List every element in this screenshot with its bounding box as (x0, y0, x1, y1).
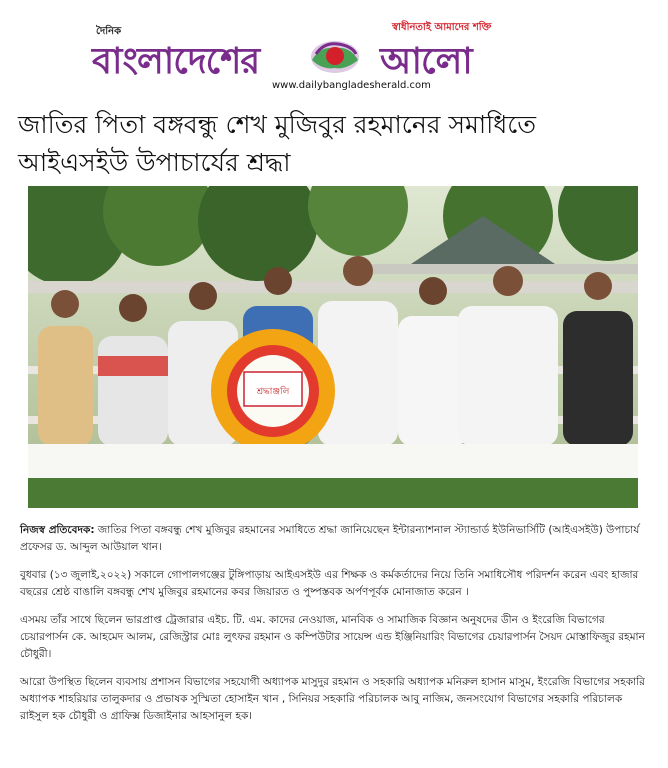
article-paragraph: এসময় তাঁর সাথে ছিলেন ভারপ্রাপ্ত ট্রেজারার এইচ. টি. এম. কাদের নেওয়াজ, মানবিক ও সামাজিক বিজ্ঞান অনুষদের ডীন ও ইংরেজি বিভাগের চেয়ারপার্সন কে. আহমেদ আলম, রেজিস্ট্রার মোঃ লুৎফর রহমান ও কম্পিউটার সায়েন্স এন্ড ইঞ্জিনিয়ারিং বিভাগের চেয়ারপার্সন সৈয়দ মোস্তাফিজুর রহমান চৌধুরী। (20, 614, 645, 660)
masthead (0, 14, 668, 92)
masthead-tagline-left: দৈনিক (96, 26, 122, 37)
site-url[interactable]: www.dailybangladesherald.com (272, 80, 431, 91)
brand-name-part2: আলো (380, 41, 472, 82)
article-lead-paragraph (20, 522, 648, 556)
article-paragraph: আরো উপস্থিত ছিলেন ব্যবসায় প্রশাসন বিভাগের সহযোগী অধ্যাপক মাসুদুর রহমান ও সহকারি অধ্যাপক মনিরুল হাসান মাসুম, ইংরেজি বিভাগের সহকারি অধ্যাপক শাহরিয়ার তালুকদার ও প্রভাষক সুস্মিতা হোসাইন খান , সিনিয়র সহকারি পরিচালক আবু নাজিম, জনসংযোগ বিভাগের সহকারি পরিচালক রাইসুল হক চৌধুরী ও গ্রাফিক্স ডিজাইনার আহসানুল হক। (20, 676, 645, 722)
brand-name-part1: বাংলাদেশের (92, 41, 260, 82)
masthead-tagline-right: স্বাধীনতাই আমাদের শক্তি (392, 22, 492, 33)
news-photo (28, 186, 638, 508)
photo-illustration (28, 186, 638, 508)
grave-platform (28, 444, 638, 478)
byline: নিজস্ব প্রতিবেদক: (20, 524, 95, 536)
article-body (20, 522, 648, 736)
wreath-label: শ্রদ্ধাঞ্জলি (256, 387, 290, 397)
headline: জাতির পিতা বঙ্গবন্ধু শেখ মুজিবুর রহমানের সমাধিতে আইএসইউ উপাচার্যের শ্রদ্ধা (18, 110, 537, 177)
article-paragraph: বুধবার (১৩ জুলাই,২০২২) সকালে গোপালগঞ্জের টুঙ্গিপাড়ায় আইএসইউ এর শিক্ষক ও কর্মকর্তাদের নিয়ে তিনি সমাধিসৌধ পরিদর্শন করেন এবং হাজার বছরের শ্রেষ্ঠ বাঙালি বঙ্গবন্ধু শেখ মুজিবুর রহমানের কবর জিয়ারত ও পুষ্পস্তবক অর্পণপূর্বক মোনাজাত করেন । (20, 569, 639, 598)
flower-wreath (211, 329, 335, 453)
grass (28, 478, 638, 508)
sun-logo-icon (310, 40, 360, 74)
lead-text: জাতির পিতা বঙ্গবন্ধু শেখ মুজিবুর রহমানের সমাধিতে শ্রদ্ধা জানিয়েছেন ইন্টারন্যাশনাল স্ট্যান্ডার্ড ইউনিভার্সিটি (আইএসইউ) উপাচার্য প্রফেসর ড. আব্দুল আউয়াল খান। (20, 524, 640, 553)
